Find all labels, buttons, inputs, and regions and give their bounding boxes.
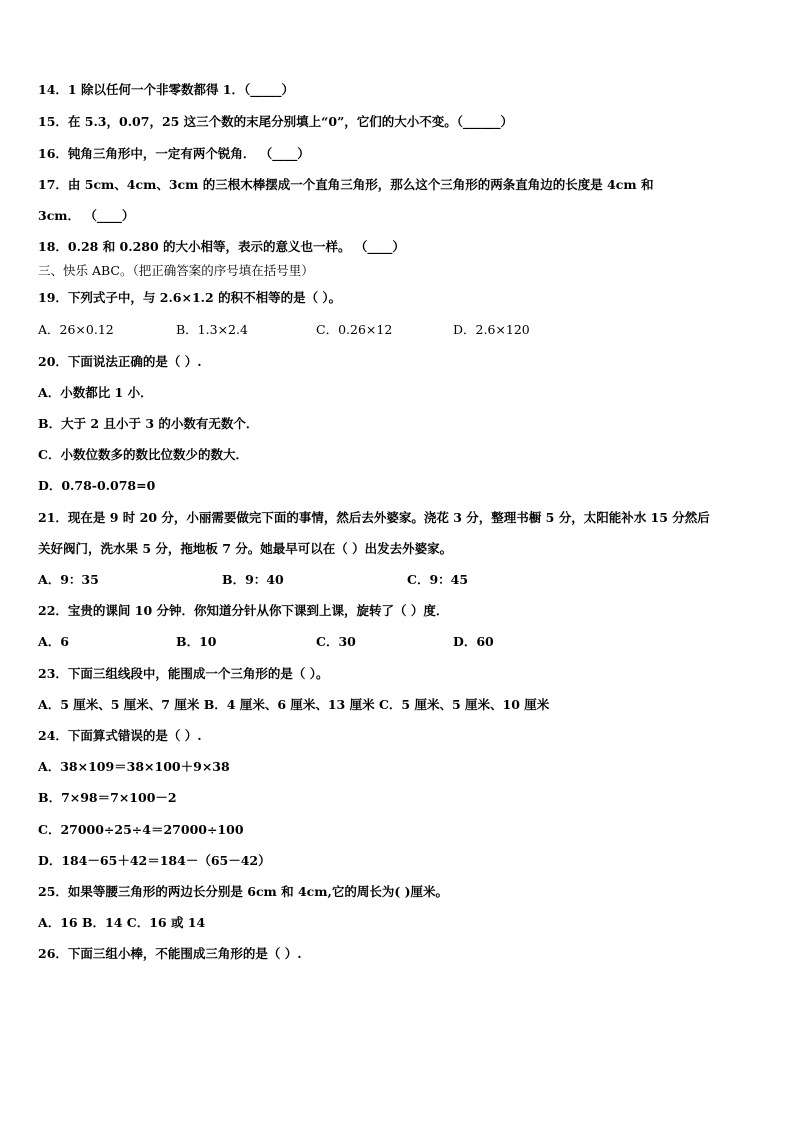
q21-option-b: B．9：40 xyxy=(222,572,284,587)
question-21-line-1: 21．现在是 9 时 20 分，小丽需要做完下面的事情，然后去外婆家。浇花 3 分，整理书橱 5 分，太阳能补水 15 分然后 xyxy=(38,510,710,525)
q19-option-d: D．2.6×120 xyxy=(453,322,530,337)
q23-options: A．5 厘米、5 厘米、7 厘米 B．4 厘米、6 厘米、13 厘米 C．5 厘米、5 厘米、10 厘米 xyxy=(38,697,550,712)
q19-option-a: A．26×0.12 xyxy=(38,322,114,337)
q19-option-c: C．0.26×12 xyxy=(316,322,393,337)
q22-option-b: B．10 xyxy=(176,634,217,649)
q21-option-a: A．9：35 xyxy=(38,572,99,587)
question-21-line-2: 关好阀门，洗水果 5 分，拖地板 7 分。她最早可以在（ ）出发去外婆家。 xyxy=(38,541,453,556)
q20-option-d: D．0.78-0.078=0 xyxy=(38,478,156,493)
question-15: 15．在 5.3，0.07，25 这三个数的末尾分别填上“0”，它们的大小不变。（______） xyxy=(38,114,514,129)
question-16: 16．钝角三角形中，一定有两个锐角． （____） xyxy=(38,146,310,161)
q24-option-c: C．27000÷25÷4＝27000÷100 xyxy=(38,822,244,837)
question-18: 18．0.28 和 0.280 的大小相等，表示的意义也一样。 （____） xyxy=(38,239,405,254)
q21-option-c: C．9：45 xyxy=(407,572,469,587)
q22-option-d: D．60 xyxy=(453,634,494,649)
q19-option-b: B．1.3×2.4 xyxy=(176,322,248,337)
q22-option-a: A．6 xyxy=(38,634,69,649)
question-26: 26．下面三组小棒，不能围成三角形的是（ ）. xyxy=(38,946,302,961)
question-14: 14．1 除以任何一个非零数都得 1．（_____） xyxy=(38,82,294,97)
section-3-heading: 三、快乐 ABC。（把正确答案的序号填在括号里） xyxy=(38,263,314,278)
question-20: 20．下面说法正确的是（ ）. xyxy=(38,354,202,369)
question-23: 23．下面三组线段中，能围成一个三角形的是（ ）。 xyxy=(38,666,329,681)
question-17-line-1: 17．由 5cm、4cm、3cm 的三根木棒摆成一个直角三角形，那么这个三角形的两条直角边的长度是 4cm 和 xyxy=(38,177,654,192)
q22-option-c: C．30 xyxy=(316,634,356,649)
q24-option-d: D．184－65＋42＝184－（65－42） xyxy=(38,853,271,868)
question-19: 19．下列式子中，与 2.6×1.2 的积不相等的是（ ）。 xyxy=(38,290,342,305)
q20-option-a: A．小数都比 1 小． xyxy=(38,385,153,400)
q20-option-b: B．大于 2 且小于 3 的小数有无数个． xyxy=(38,416,259,431)
q25-options: A．16 B．14 C．16 或 14 xyxy=(38,915,206,930)
question-25: 25．如果等腰三角形的两边长分别是 6cm 和 4cm,它的周长为( )厘米。 xyxy=(38,884,449,899)
q24-option-a: A．38×109＝38×100＋9×38 xyxy=(38,759,230,774)
question-22: 22．宝贵的课间 10 分钟．你知道分针从你下课到上课，旋转了（ ）度． xyxy=(38,603,449,618)
question-17-line-2: 3cm． （____） xyxy=(38,208,135,223)
question-24: 24．下面算式错误的是（ ）. xyxy=(38,728,202,743)
q24-option-b: B．7×98＝7×100－2 xyxy=(38,790,177,805)
q20-option-c: C．小数位数多的数比位数少的数大． xyxy=(38,447,248,462)
